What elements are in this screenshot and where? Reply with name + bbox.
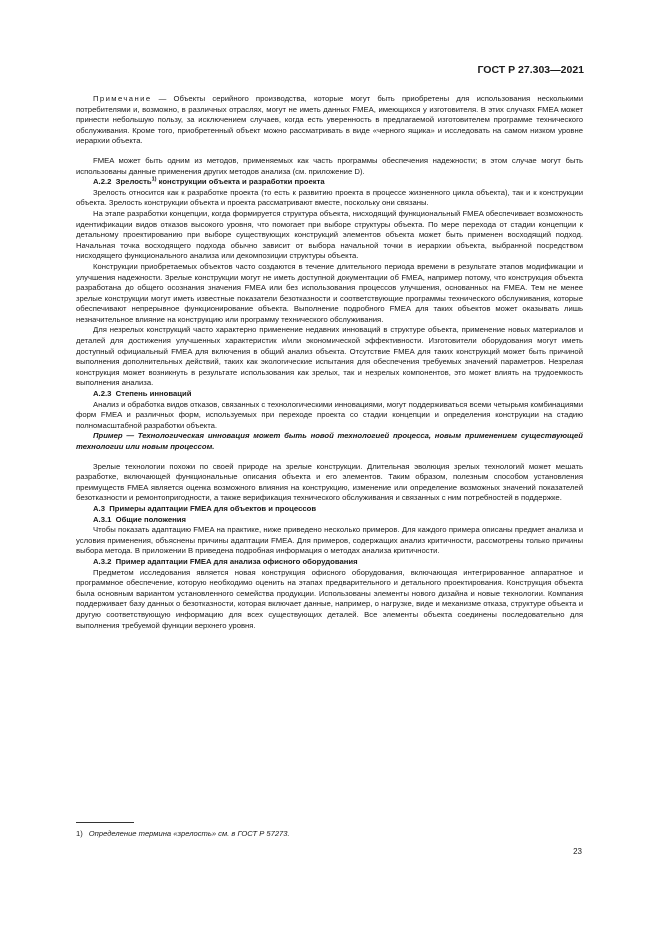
paragraph-fmea-methods: FMEA может быть одним из методов, применяемых как часть программы обеспечения надежности; в этом случае могут быть использованы данные применения других методов анализа (см. приложение D). <box>76 155 583 176</box>
footnote-text: Определение термина «зрелость» см. в ГОСТ Р 57273. <box>88 829 290 838</box>
section-heading-a3: А.3 Примеры адаптации FMEA для объектов и процессов <box>93 503 317 513</box>
paragraph-immature-designs: Для незрелых конструкций часто характерно применение недавних инноваций в структуре объекта, применение новых материалов и деталей для достижения улучшенных характеристик и/или экономической эффективности. Изготовители оборудования могут иметь доступный официальный FMEA для включения в общий анализ объекта. Отсутствие FMEA для таких конструкций может быть причиной выполнения дополнительных действий, таких как экологические испытания для обеспечения требуемых значений параметров. Незрелая конструкция может возникнуть в результате использования как зрелых, так и незрелых компонентов, это может влиять на трудоемкость выполнения анализа. <box>76 325 583 388</box>
example-paragraph: Пример — Технологическая инновация может быть новой технологией процесса, новым применением существующей технологии или новым процессом. <box>76 431 583 451</box>
paragraph-acquired-designs: Конструкции приобретаемых объектов часто создаются в течение длительного периода времени в результате этапов модификации и улучшения надежности. Зрелые конструкции могут не иметь доступной документации об FMEA, например потому, что конструкция объекта разработана до общего осознания значения FMEA или без использования процессов улучшения, основанных на FMEA. Тем не менее зрелые конструкции могут иметь известные показатели безотказности и соответствующие программы технического обслуживания, которые обеспечивают непрерывное функционирование объекта. Выполнение подробного FMEA для таких объектов может оказывать лишь незначительное влияние на конструкцию или программу технического обслуживания. <box>76 261 583 324</box>
paragraph-mature-technologies: Зрелые технологии похожи по своей природе на зрелые конструкции. Длительная эволюция зрелых технологий может мешать разработке, включающей функциональные описания объекта и его элементов. Таким образом, полезным способом установления преимуществ FMEA является оценка возможного влияния на конструкцию, изменение или определение возможных значений показателей безотказности и ремонтопригодности, а также верификация технического обслуживания и связанных с ним потребностей в поддержке. <box>76 461 583 503</box>
page-number: 23 <box>573 847 582 856</box>
document-body <box>76 94 583 631</box>
footnote-marker: 1) <box>76 829 83 838</box>
paragraph-general: Чтобы показать адаптацию FMEA на практике, ниже приведено несколько примеров. Для каждого примера описаны предмет анализа и условия применения, объяснены причины адаптации FMEA. Для примеров, содержащих анализ критичности, рассмотрены только причины выбора метода. В приложении В приведена подробная информация о методах анализа критичности. <box>76 525 583 556</box>
paragraph-innovation-analysis: Анализ и обработка видов отказов, связанных с технологическими инновациями, могут поддерживаться всеми четырьмя комбинациями форм FMEA и различных форм, используемых при переходе проекта со стадии концепции и определения конструкции на стадию полномасштабной разработки объекта. <box>76 399 583 430</box>
paragraph-office-equipment: Предметом исследования является новая конструкция офисного оборудования, включающая интегрированное аппаратное и программное обеспечение, которую необходимо оценить на этапах предварительного и детального проектирования. Конструкция объекта была основным вариантом установленного семейства продукции. Использованы элементы нового дизайна и новые технологии. Компания поддерживает базу данных о безотказности, которая включает данные, например, о нагрузке, виде и механизме отказа, структуре объекта и другую соответствующую информацию для всех существующих деталей. Все элементы объекта соединены последовательно для выполнения требуемой функции верхнего уровня. <box>76 567 583 630</box>
note-paragraph <box>76 94 583 147</box>
document-header: ГОСТ Р 27.303—2021 <box>477 64 584 76</box>
footnote <box>76 829 290 838</box>
note-label: Примечание <box>93 94 152 103</box>
section-heading-a32: А.3.2 Пример адаптации FMEA для анализа офисного оборудования <box>93 556 358 566</box>
note-text: — Объекты серийного производства, которые могут быть приобретены для использования несколькими потребителями и, возможно, в различных отраслях, могут не иметь данных FMEA, имеющихся у изготовителя. В этих случаях FMEA может принести небольшую пользу, за исключением случаев, когда есть уверенность в предлагаемой изготовителем программе технического обслуживания. Кроме того, приобретенный объект можно рассматривать в виде «черного ящика» и исследовать на самом низком уровне иерархии объекта. <box>76 94 583 146</box>
paragraph-maturity: Зрелость относится как к разработке проекта (то есть к развитию проекта в процессе жизненного цикла объекта), так и к конструкции объекта. Зрелость конструкции объекта и проекта рассматривают вместе, поскольку они связаны. <box>76 187 583 208</box>
footnote-reference: 1) <box>151 176 157 183</box>
section-heading-a31: А.3.1 Общие положения <box>93 514 187 524</box>
section-heading-a23: А.2.3 Степень инноваций <box>93 389 192 399</box>
footnote-divider <box>76 822 134 823</box>
paragraph-concept-stage: На этапе разработки концепции, когда формируется структура объекта, нисходящий функциональный FMEA обеспечивает возможность идентификации видов отказов высокого уровня, что помогает при выборе структуры объекта. По мере перехода от стадии концепции к детальному проектированию при выборе существующих конструкций элементов объекта может быть применен восходящий подход. Начальная точка восходящего подхода обычно зависит от выбора начальной точки в иерархии объекта, выбранной посредством нисходящего функционального анализа или декомпозиции структуры объекта. <box>76 208 583 261</box>
section-heading-a22: А.2.2 Зрелость$^{1)}$ конструкции объекта и разработки проекта <box>93 176 325 187</box>
